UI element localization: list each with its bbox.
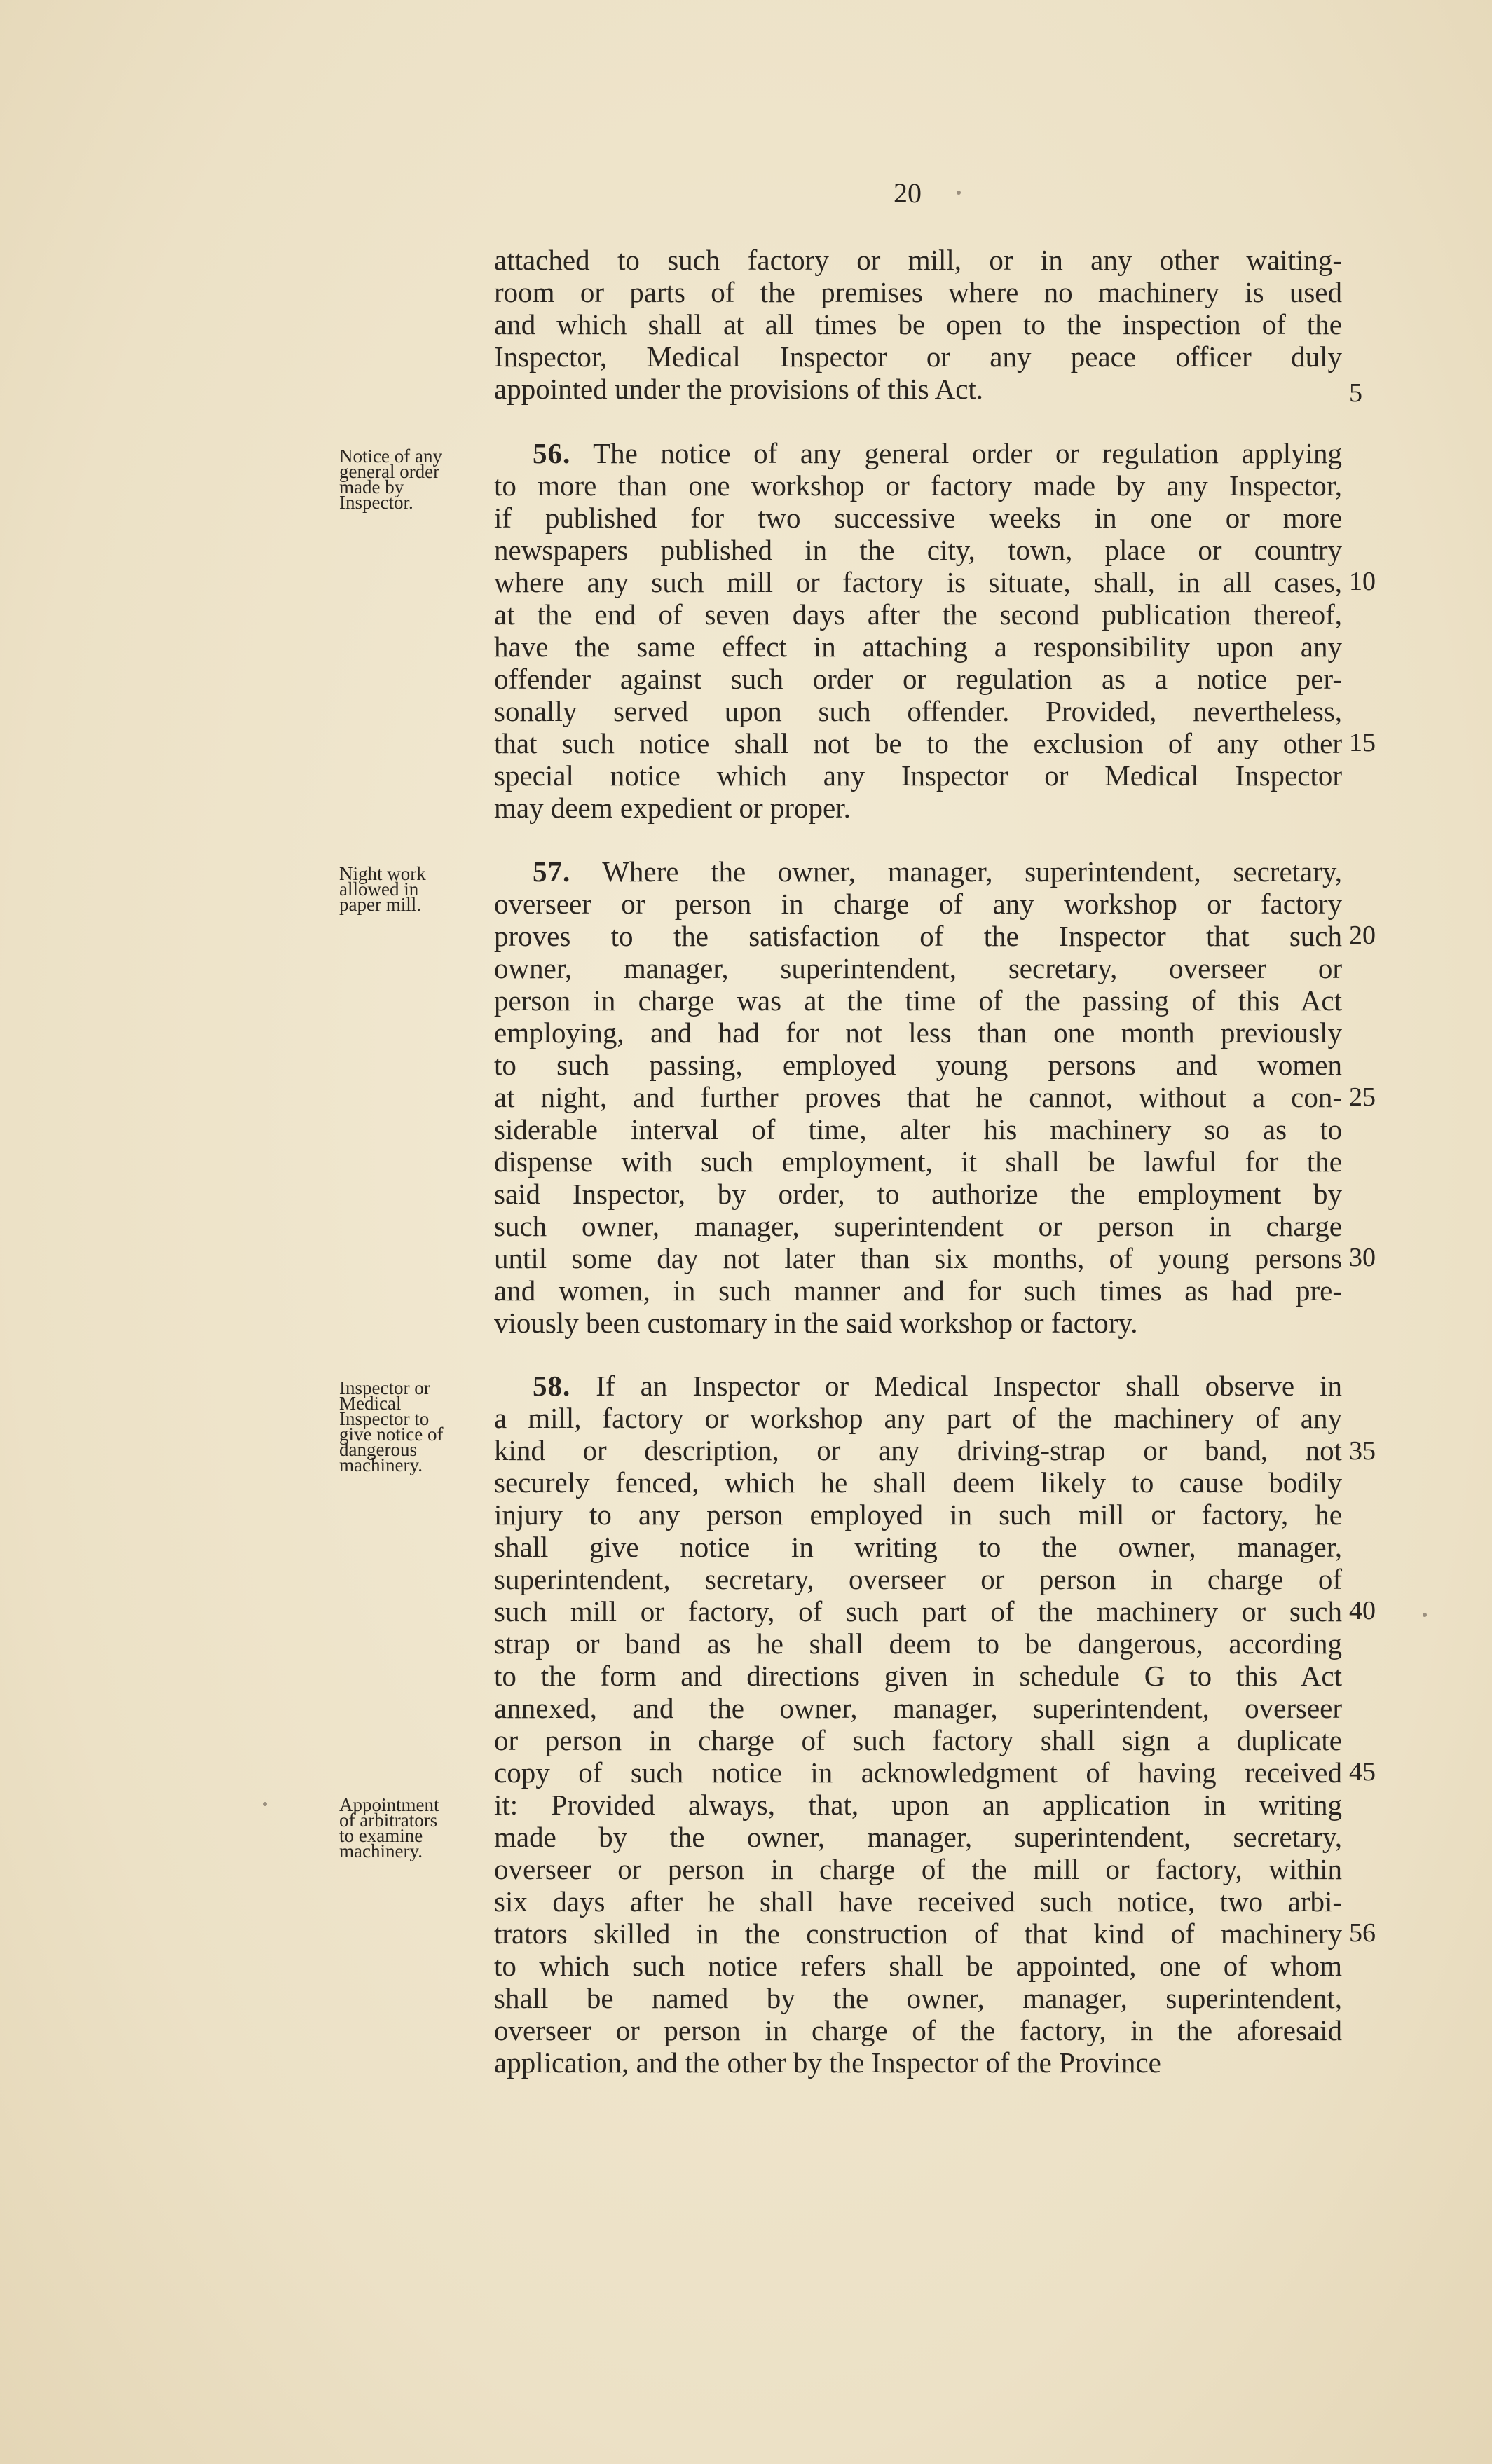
text-line: dispense with such employment, it shall be lawful for the — [494, 1145, 1342, 1178]
margin-note-line: machinery. — [339, 1454, 423, 1475]
margin-note — [339, 863, 490, 915]
text-line: and women, in such manner and for such times as had pre- — [494, 1274, 1342, 1307]
text-line: trators skilled in the construction of that kind of machinery — [494, 1918, 1342, 1950]
text-line: siderable interval of time, alter his machinery so as to — [494, 1113, 1342, 1145]
text-line: said Inspector, by order, to authorize the employment by — [494, 1178, 1342, 1210]
margin-note-line: paper mill. — [339, 894, 421, 915]
text-line: such owner, manager, superintendent or person in charge — [494, 1210, 1342, 1242]
text-line: overseer or person in charge of the factory, in the aforesaid — [494, 2014, 1342, 2046]
text-line: copy of such notice in acknowledgment of having received — [494, 1756, 1342, 1789]
line-number: 56 — [1349, 1918, 1376, 1948]
paper-speck — [957, 191, 961, 195]
text-line: where any such mill or factory is situate, shall, in all cases, — [494, 566, 1342, 598]
text-line: to which such notice refers shall be appointed, one of whom — [494, 1950, 1342, 1982]
text-line: attached to such factory or mill, or in any other waiting- — [494, 244, 1342, 276]
text-line: special notice which any Inspector or Medical Inspector — [494, 759, 1342, 792]
margin-note-line: general order — [339, 461, 440, 482]
text-line: strap or band as he shall deem to be dangerous, according — [494, 1627, 1342, 1660]
text-line: to more than one workshop or factory made by any Inspector, — [494, 469, 1342, 502]
text-line: 57. Where the owner, manager, superintendent, secretary, — [533, 855, 1342, 888]
text-line: if published for two successive weeks in one or more — [494, 502, 1342, 534]
line-number: 20 — [1349, 921, 1376, 950]
text-line: proves to the satisfaction of the Inspector that such — [494, 920, 1342, 952]
text-line: and which shall at all times be open to the inspection of the — [494, 308, 1342, 340]
margin-note-line: give notice of — [339, 1424, 444, 1445]
margin-note-line: to examine — [339, 1825, 423, 1846]
text-line: Inspector, Medical Inspector or any peace officer duly — [494, 340, 1342, 373]
text-line: room or parts of the premises where no machinery is used — [494, 276, 1342, 308]
paper-speck — [263, 1802, 267, 1806]
margin-note — [339, 1377, 490, 1475]
margin-note-line: machinery. — [339, 1840, 423, 1861]
text-line: 58. If an Inspector or Medical Inspector shall observe in — [533, 1370, 1342, 1402]
text-line: person in charge was at the time of the passing of this Act — [494, 984, 1342, 1017]
text-line: until some day not later than six months, of young persons — [494, 1242, 1342, 1274]
text-line: six days after he shall have received such notice, two arbi- — [494, 1885, 1342, 1918]
line-number: 25 — [1349, 1082, 1376, 1112]
margin-note-line: Inspector. — [339, 492, 413, 513]
text-line: it: Provided always, that, upon an application in writing — [494, 1789, 1342, 1821]
text-line: appointed under the provisions of this Act. — [494, 373, 984, 405]
margin-note-line: Appointment — [339, 1794, 439, 1815]
text-line: made by the owner, manager, superintendent, secretary, — [494, 1821, 1342, 1853]
margin-note-line: Inspector or — [339, 1377, 430, 1398]
text-line: employing, and had for not less than one month previously — [494, 1017, 1342, 1049]
margin-note-line: allowed in — [339, 879, 419, 900]
line-number: 45 — [1349, 1757, 1376, 1787]
text-line: at night, and further proves that he cannot, without a con- — [494, 1081, 1342, 1113]
text-line: viously been customary in the said workshop or factory. — [494, 1307, 1138, 1339]
text-line: annexed, and the owner, manager, superintendent, overseer — [494, 1692, 1342, 1724]
text-line: offender against such order or regulation as a notice per- — [494, 663, 1342, 695]
text-line: superintendent, secretary, overseer or person in charge of — [494, 1563, 1342, 1595]
margin-note-line: made by — [339, 476, 404, 497]
text-line: application, and the other by the Inspector of the Province — [494, 2046, 1161, 2079]
margin-note — [339, 1794, 490, 1861]
text-line: that such notice shall not be to the exclusion of any other — [494, 727, 1342, 759]
line-number: 35 — [1349, 1436, 1376, 1466]
text-line: securely fenced, which he shall deem likely to cause bodily — [494, 1466, 1342, 1499]
line-number: 40 — [1349, 1596, 1376, 1625]
text-line: shall give notice in writing to the owner, manager, — [494, 1531, 1342, 1563]
margin-note-line: dangerous — [339, 1439, 417, 1460]
text-line: have the same effect in attaching a responsibility upon any — [494, 631, 1342, 663]
line-number: 30 — [1349, 1243, 1376, 1272]
paper-speck — [1423, 1613, 1427, 1617]
section-number: 57. — [533, 855, 571, 888]
margin-note-line: Inspector to — [339, 1408, 430, 1429]
text-line: to such passing, employed young persons and women — [494, 1049, 1342, 1081]
text-line: sonally served upon such offender. Provided, nevertheless, — [494, 695, 1342, 727]
section-number: 58. — [533, 1370, 571, 1402]
text-line: such mill or factory, of such part of the machinery or such — [494, 1595, 1342, 1627]
text-line: owner, manager, superintendent, secretary, overseer or — [494, 952, 1342, 984]
text-line: kind or description, or any driving-strap or band, not — [494, 1434, 1342, 1466]
margin-note-line: Notice of any — [339, 446, 442, 467]
text-line: or person in charge of such factory shall sign a duplicate — [494, 1724, 1342, 1756]
text-line: 56. The notice of any general order or regulation applying — [533, 437, 1342, 469]
text-line: a mill, factory or workshop any part of the machinery of any — [494, 1402, 1342, 1434]
page-number: 20 — [894, 177, 922, 209]
margin-note — [339, 446, 490, 513]
text-line: overseer or person in charge of any workshop or factory — [494, 888, 1342, 920]
margin-note-line: of arbitrators — [339, 1810, 438, 1831]
margin-note-line: Night work — [339, 863, 426, 884]
line-number: 15 — [1349, 728, 1376, 757]
text-line: overseer or person in charge of the mill or factory, within — [494, 1853, 1342, 1885]
line-number: 10 — [1349, 567, 1376, 596]
text-line: shall be named by the owner, manager, superintendent, — [494, 1982, 1342, 2014]
margin-note-line: Medical — [339, 1393, 402, 1414]
text-line: may deem expedient or proper. — [494, 792, 851, 824]
text-line: to the form and directions given in schedule G to this Act — [494, 1660, 1342, 1692]
text-line: newspapers published in the city, town, place or country — [494, 534, 1342, 566]
line-number: 5 — [1349, 378, 1362, 408]
text-line: injury to any person employed in such mill or factory, he — [494, 1499, 1342, 1531]
text-line: at the end of seven days after the second publication thereof, — [494, 598, 1342, 631]
section-number: 56. — [533, 437, 571, 469]
